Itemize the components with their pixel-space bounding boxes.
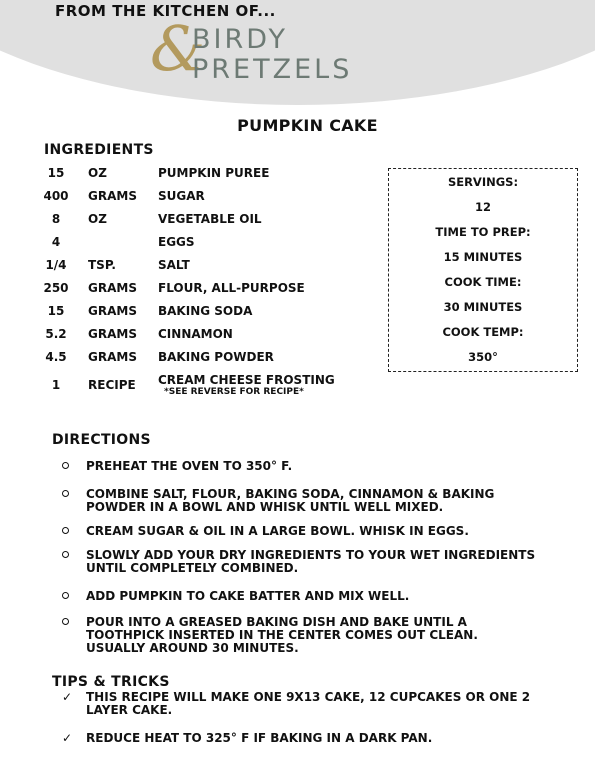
ingredient-row — [36, 164, 376, 187]
servings-value: 12 — [474, 200, 491, 214]
circle-bullet-icon — [62, 490, 69, 497]
ingredient-note: *SEE REVERSE FOR RECIPE* — [164, 387, 304, 397]
ingredient-name: BAKING SODA — [158, 304, 253, 318]
ingredient-name: SALT — [158, 258, 190, 272]
ingredients-table — [36, 164, 376, 401]
ingredient-unit: GRAMS — [88, 327, 137, 341]
ingredient-unit: TSP. — [88, 258, 116, 272]
circle-bullet-icon — [62, 527, 69, 534]
ingredients-heading: INGREDIENTS — [44, 142, 154, 158]
ingredient-name-with-note — [158, 373, 335, 397]
circle-bullet-icon — [62, 462, 69, 469]
direction-text: CREAM SUGAR & OIL IN A LARGE BOWL. WHISK IN EGGS. — [86, 524, 469, 538]
ingredient-row — [36, 279, 376, 302]
checkmark-icon: ✓ — [62, 731, 73, 745]
ingredient-qty: 5.2 — [45, 327, 67, 341]
circle-bullet-icon — [62, 618, 69, 625]
ingredient-row — [36, 256, 376, 279]
ingredient-row — [36, 348, 376, 371]
ingredient-qty: 4.5 — [45, 350, 67, 364]
ingredient-qty: 400 — [43, 189, 69, 203]
recipe-title: PUMPKIN CAKE — [237, 116, 378, 135]
cook-time-label: COOK TIME: — [444, 275, 522, 289]
logo-line-pretzels: PRETZELS — [192, 54, 353, 85]
cook-time-value: 30 MINUTES — [443, 300, 523, 314]
ingredient-name: BAKING POWDER — [158, 350, 274, 364]
ingredient-name: PUMPKIN PUREE — [158, 166, 270, 180]
prep-time-label: TIME TO PREP: — [435, 225, 531, 239]
ingredient-name: CINNAMON — [158, 327, 233, 341]
direction-text: POUR INTO A GREASED BAKING DISH AND BAKE UNTIL A TOOTHPICK INSERTED IN THE CENTER COMES OUT CLEAN. USUALLY AROUND 30 MINUTES. — [86, 615, 478, 655]
cook-temp-label: COOK TEMP: — [442, 325, 524, 339]
ingredient-name: CREAM CHEESE FROSTING — [158, 373, 335, 387]
ingredient-row — [36, 325, 376, 348]
logo-line-birdy: BIRDY — [192, 24, 289, 55]
servings-label: SERVINGS: — [447, 175, 519, 189]
ingredient-unit: OZ — [88, 212, 107, 226]
ingredient-name: EGGS — [158, 235, 195, 249]
cook-temp-value: 350° — [468, 350, 498, 364]
ingredient-qty: 15 — [47, 304, 65, 318]
direction-text: COMBINE SALT, FLOUR, BAKING SODA, CINNAMON & BAKING POWDER IN A BOWL AND WHISK UNTIL WELL MIXED. — [86, 487, 495, 514]
ingredient-unit: GRAMS — [88, 304, 137, 318]
birdy-pretzels-logo — [150, 12, 440, 88]
ingredient-qty: 1/4 — [45, 258, 67, 272]
ingredient-name: VEGETABLE OIL — [158, 212, 262, 226]
ingredient-row — [36, 233, 376, 256]
ingredient-unit: GRAMS — [88, 189, 137, 203]
tip-text: REDUCE HEAT TO 325° F IF BAKING IN A DARK PAN. — [86, 731, 433, 745]
ingredient-name: SUGAR — [158, 189, 205, 203]
ingredient-unit: RECIPE — [88, 378, 136, 392]
ingredient-name: FLOUR, ALL-PURPOSE — [158, 281, 305, 295]
kitchen-of-label: FROM THE KITCHEN OF... — [55, 2, 276, 20]
ingredient-qty: 8 — [51, 212, 61, 226]
logo-ampersand: & — [150, 12, 206, 85]
circle-bullet-icon — [62, 551, 69, 558]
ingredient-unit: GRAMS — [88, 281, 137, 295]
ingredient-unit: OZ — [88, 166, 107, 180]
circle-bullet-icon — [62, 592, 69, 599]
ingredient-unit: GRAMS — [88, 350, 137, 364]
checkmark-icon: ✓ — [62, 690, 73, 704]
direction-text: ADD PUMPKIN TO CAKE BATTER AND MIX WELL. — [86, 589, 410, 603]
ingredient-qty: 1 — [51, 378, 61, 392]
prep-time-value: 15 MINUTES — [443, 250, 523, 264]
directions-heading: DIRECTIONS — [52, 432, 151, 448]
ingredient-row — [36, 210, 376, 233]
tip-text: THIS RECIPE WILL MAKE ONE 9X13 CAKE, 12 CUPCAKES OR ONE 2 LAYER CAKE. — [86, 690, 531, 717]
ingredient-row — [36, 187, 376, 210]
direction-text: SLOWLY ADD YOUR DRY INGREDIENTS TO YOUR WET INGREDIENTS UNTIL COMPLETELY COMBINED. — [86, 548, 536, 575]
tips-heading: TIPS & TRICKS — [52, 674, 170, 690]
recipe-info-box — [388, 168, 578, 372]
ingredient-row — [36, 371, 376, 401]
direction-text: PREHEAT THE OVEN TO 350° F. — [86, 459, 293, 473]
ingredient-qty: 250 — [43, 281, 69, 295]
ingredient-qty: 15 — [47, 166, 65, 180]
ingredient-qty: 4 — [51, 235, 61, 249]
ingredient-row — [36, 302, 376, 325]
